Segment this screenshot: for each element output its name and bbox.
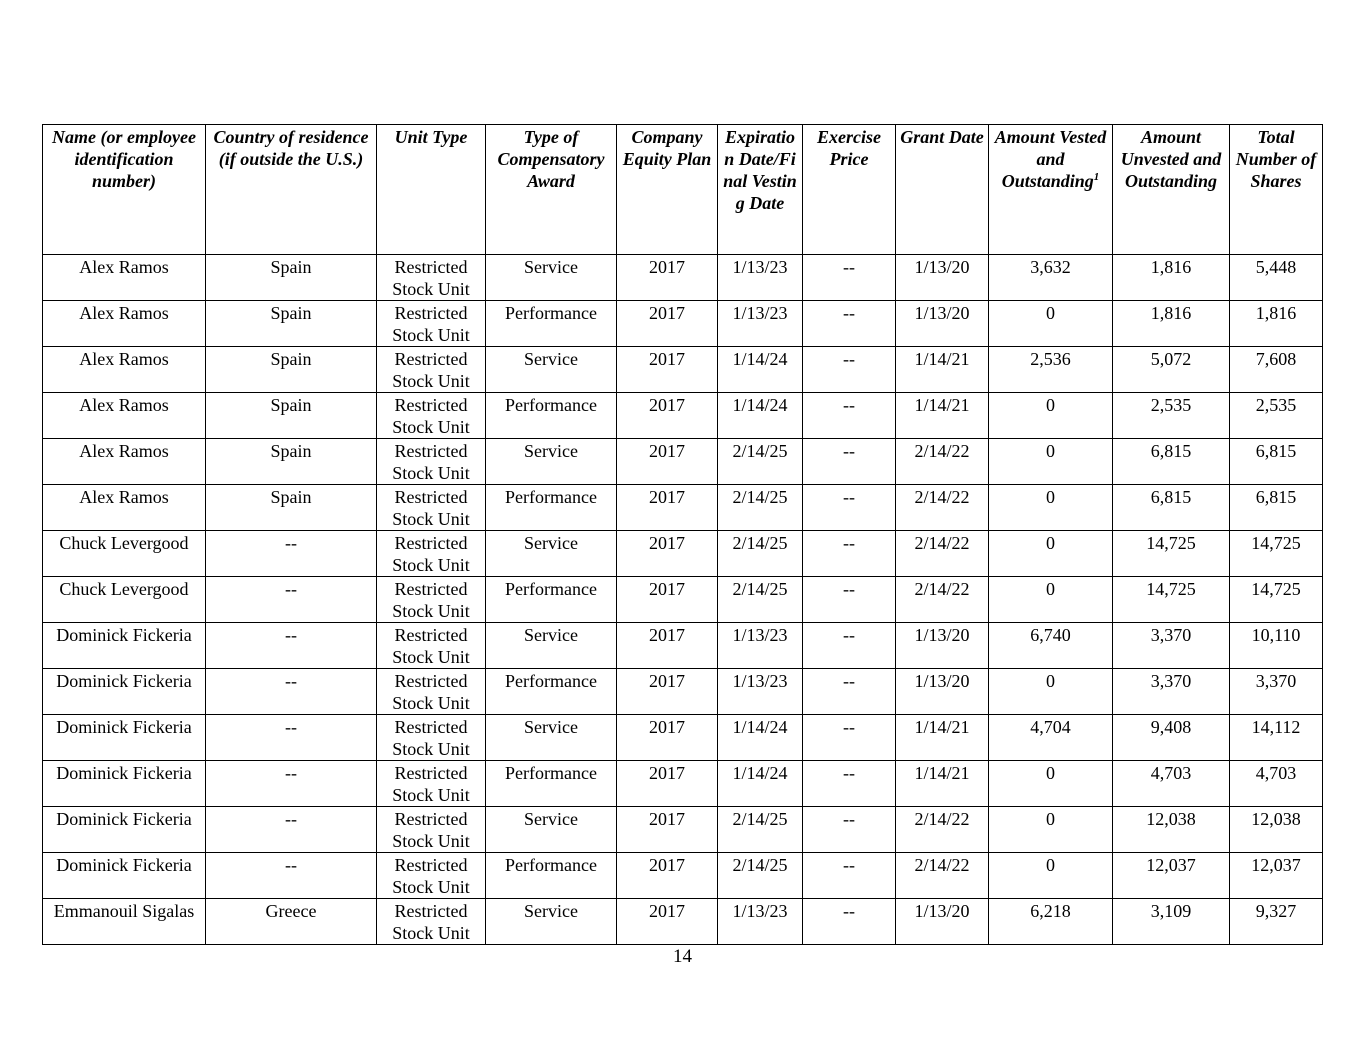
cell-country: -- (206, 577, 377, 623)
page-number: 14 (673, 946, 692, 967)
cell-exercise-price: -- (803, 301, 896, 347)
header-award-type: Type of Compensatory Award (486, 125, 617, 255)
cell-award-type: Service (486, 255, 617, 301)
cell-unit-type: Restricted Stock Unit (377, 347, 486, 393)
cell-award-type: Service (486, 531, 617, 577)
table-row (43, 899, 1323, 945)
cell-amount-unvested: 1,816 (1113, 255, 1230, 301)
cell-amount-unvested: 3,370 (1113, 669, 1230, 715)
cell-name: Dominick Fickeria (43, 807, 206, 853)
cell-country: -- (206, 669, 377, 715)
cell-expiration-date: 2/14/25 (718, 485, 803, 531)
cell-unit-type: Restricted Stock Unit (377, 485, 486, 531)
cell-name: Dominick Fickeria (43, 669, 206, 715)
cell-award-type: Performance (486, 393, 617, 439)
table-row (43, 531, 1323, 577)
header-unit-type: Unit Type (377, 125, 486, 255)
cell-unit-type: Restricted Stock Unit (377, 853, 486, 899)
table-row (43, 623, 1323, 669)
cell-total-shares: 6,815 (1230, 439, 1323, 485)
header-country: Country of residence (if outside the U.S.) (206, 125, 377, 255)
cell-unit-type: Restricted Stock Unit (377, 623, 486, 669)
cell-total-shares: 3,370 (1230, 669, 1323, 715)
cell-amount-vested: 0 (989, 807, 1113, 853)
cell-grant-date: 2/14/22 (896, 807, 989, 853)
cell-total-shares: 10,110 (1230, 623, 1323, 669)
cell-country: Spain (206, 485, 377, 531)
cell-equity-plan: 2017 (617, 577, 718, 623)
cell-expiration-date: 1/14/24 (718, 761, 803, 807)
cell-award-type: Performance (486, 301, 617, 347)
cell-grant-date: 1/14/21 (896, 347, 989, 393)
cell-unit-type: Restricted Stock Unit (377, 439, 486, 485)
cell-expiration-date: 2/14/25 (718, 531, 803, 577)
cell-amount-vested: 0 (989, 853, 1113, 899)
table-row (43, 577, 1323, 623)
table-row (43, 853, 1323, 899)
cell-exercise-price: -- (803, 485, 896, 531)
cell-exercise-price: -- (803, 715, 896, 761)
cell-exercise-price: -- (803, 393, 896, 439)
cell-amount-vested: 0 (989, 761, 1113, 807)
cell-name: Chuck Levergood (43, 531, 206, 577)
cell-grant-date: 1/13/20 (896, 669, 989, 715)
table-row (43, 347, 1323, 393)
cell-expiration-date: 1/14/24 (718, 393, 803, 439)
cell-equity-plan: 2017 (617, 761, 718, 807)
cell-total-shares: 12,038 (1230, 807, 1323, 853)
cell-name: Dominick Fickeria (43, 715, 206, 761)
cell-equity-plan: 2017 (617, 255, 718, 301)
cell-country: -- (206, 807, 377, 853)
table-row (43, 439, 1323, 485)
cell-exercise-price: -- (803, 531, 896, 577)
cell-exercise-price: -- (803, 439, 896, 485)
cell-total-shares: 4,703 (1230, 761, 1323, 807)
cell-exercise-price: -- (803, 899, 896, 945)
cell-grant-date: 1/13/20 (896, 623, 989, 669)
cell-amount-vested: 0 (989, 301, 1113, 347)
cell-country: -- (206, 623, 377, 669)
cell-name: Chuck Levergood (43, 577, 206, 623)
cell-unit-type: Restricted Stock Unit (377, 669, 486, 715)
cell-expiration-date: 1/13/23 (718, 255, 803, 301)
cell-unit-type: Restricted Stock Unit (377, 531, 486, 577)
cell-equity-plan: 2017 (617, 715, 718, 761)
cell-name: Dominick Fickeria (43, 623, 206, 669)
cell-expiration-date: 1/13/23 (718, 669, 803, 715)
cell-amount-unvested: 3,109 (1113, 899, 1230, 945)
cell-amount-vested: 6,218 (989, 899, 1113, 945)
cell-total-shares: 5,448 (1230, 255, 1323, 301)
cell-equity-plan: 2017 (617, 623, 718, 669)
header-name: Name (or employee identification number) (43, 125, 206, 255)
cell-amount-unvested: 3,370 (1113, 623, 1230, 669)
cell-grant-date: 1/14/21 (896, 715, 989, 761)
cell-name: Alex Ramos (43, 301, 206, 347)
table-row (43, 393, 1323, 439)
cell-award-type: Service (486, 623, 617, 669)
cell-country: -- (206, 853, 377, 899)
cell-grant-date: 2/14/22 (896, 853, 989, 899)
cell-unit-type: Restricted Stock Unit (377, 255, 486, 301)
table-row (43, 255, 1323, 301)
cell-grant-date: 2/14/22 (896, 439, 989, 485)
cell-equity-plan: 2017 (617, 393, 718, 439)
cell-exercise-price: -- (803, 577, 896, 623)
cell-equity-plan: 2017 (617, 807, 718, 853)
cell-amount-vested: 0 (989, 393, 1113, 439)
cell-unit-type: Restricted Stock Unit (377, 899, 486, 945)
cell-amount-unvested: 1,816 (1113, 301, 1230, 347)
table-row (43, 301, 1323, 347)
cell-equity-plan: 2017 (617, 347, 718, 393)
cell-total-shares: 14,112 (1230, 715, 1323, 761)
table-body (43, 255, 1323, 945)
cell-grant-date: 1/14/21 (896, 761, 989, 807)
header-grant-date: Grant Date (896, 125, 989, 255)
cell-total-shares: 1,816 (1230, 301, 1323, 347)
cell-amount-vested: 2,536 (989, 347, 1113, 393)
cell-amount-unvested: 2,535 (1113, 393, 1230, 439)
header-total-shares: Total Number of Shares (1230, 125, 1323, 255)
table-row (43, 807, 1323, 853)
cell-name: Alex Ramos (43, 485, 206, 531)
cell-name: Alex Ramos (43, 347, 206, 393)
cell-name: Alex Ramos (43, 255, 206, 301)
cell-award-type: Service (486, 347, 617, 393)
cell-grant-date: 2/14/22 (896, 577, 989, 623)
cell-unit-type: Restricted Stock Unit (377, 393, 486, 439)
cell-name: Alex Ramos (43, 393, 206, 439)
cell-total-shares: 2,535 (1230, 393, 1323, 439)
cell-grant-date: 2/14/22 (896, 485, 989, 531)
cell-amount-unvested: 9,408 (1113, 715, 1230, 761)
cell-grant-date: 1/13/20 (896, 301, 989, 347)
cell-country: Spain (206, 301, 377, 347)
cell-country: -- (206, 531, 377, 577)
table-row (43, 669, 1323, 715)
cell-exercise-price: -- (803, 761, 896, 807)
cell-name: Dominick Fickeria (43, 761, 206, 807)
cell-grant-date: 2/14/22 (896, 531, 989, 577)
table-row (43, 761, 1323, 807)
cell-award-type: Performance (486, 577, 617, 623)
cell-equity-plan: 2017 (617, 669, 718, 715)
cell-country: Spain (206, 255, 377, 301)
header-expiration-date: Expiration Date/Final Vesting Date (718, 125, 803, 255)
header-equity-plan: Company Equity Plan (617, 125, 718, 255)
cell-expiration-date: 1/13/23 (718, 899, 803, 945)
cell-award-type: Performance (486, 669, 617, 715)
cell-amount-unvested: 14,725 (1113, 577, 1230, 623)
cell-award-type: Service (486, 439, 617, 485)
cell-expiration-date: 2/14/25 (718, 807, 803, 853)
cell-exercise-price: -- (803, 669, 896, 715)
cell-amount-unvested: 12,037 (1113, 853, 1230, 899)
cell-grant-date: 1/14/21 (896, 393, 989, 439)
cell-exercise-price: -- (803, 623, 896, 669)
cell-expiration-date: 2/14/25 (718, 439, 803, 485)
cell-expiration-date: 1/13/23 (718, 301, 803, 347)
cell-award-type: Performance (486, 761, 617, 807)
cell-name: Emmanouil Sigalas (43, 899, 206, 945)
cell-country: Spain (206, 347, 377, 393)
cell-award-type: Service (486, 807, 617, 853)
cell-award-type: Performance (486, 853, 617, 899)
cell-exercise-price: -- (803, 255, 896, 301)
cell-exercise-price: -- (803, 807, 896, 853)
equity-awards-table (42, 124, 1323, 945)
cell-expiration-date: 1/14/24 (718, 715, 803, 761)
cell-expiration-date: 1/13/23 (718, 623, 803, 669)
cell-expiration-date: 2/14/25 (718, 577, 803, 623)
cell-amount-vested: 0 (989, 577, 1113, 623)
cell-equity-plan: 2017 (617, 853, 718, 899)
cell-equity-plan: 2017 (617, 439, 718, 485)
cell-country: -- (206, 761, 377, 807)
cell-amount-vested: 3,632 (989, 255, 1113, 301)
footnote-marker: 1 (1093, 171, 1100, 183)
cell-expiration-date: 2/14/25 (718, 853, 803, 899)
header-amount-unvested: Amount Unvested and Outstanding (1113, 125, 1230, 255)
cell-unit-type: Restricted Stock Unit (377, 761, 486, 807)
cell-amount-vested: 4,704 (989, 715, 1113, 761)
table-row (43, 715, 1323, 761)
cell-amount-unvested: 6,815 (1113, 439, 1230, 485)
cell-country: -- (206, 715, 377, 761)
cell-total-shares: 7,608 (1230, 347, 1323, 393)
cell-award-type: Service (486, 715, 617, 761)
cell-grant-date: 1/13/20 (896, 255, 989, 301)
cell-equity-plan: 2017 (617, 531, 718, 577)
cell-total-shares: 14,725 (1230, 531, 1323, 577)
cell-amount-vested: 0 (989, 485, 1113, 531)
cell-total-shares: 9,327 (1230, 899, 1323, 945)
table-row (43, 485, 1323, 531)
cell-grant-date: 1/13/20 (896, 899, 989, 945)
cell-equity-plan: 2017 (617, 485, 718, 531)
cell-name: Dominick Fickeria (43, 853, 206, 899)
cell-amount-unvested: 12,038 (1113, 807, 1230, 853)
cell-total-shares: 12,037 (1230, 853, 1323, 899)
cell-amount-unvested: 6,815 (1113, 485, 1230, 531)
cell-name: Alex Ramos (43, 439, 206, 485)
cell-country: Spain (206, 439, 377, 485)
cell-unit-type: Restricted Stock Unit (377, 577, 486, 623)
cell-amount-unvested: 14,725 (1113, 531, 1230, 577)
cell-expiration-date: 1/14/24 (718, 347, 803, 393)
cell-unit-type: Restricted Stock Unit (377, 715, 486, 761)
cell-amount-vested: 0 (989, 531, 1113, 577)
cell-award-type: Performance (486, 485, 617, 531)
cell-equity-plan: 2017 (617, 899, 718, 945)
cell-total-shares: 14,725 (1230, 577, 1323, 623)
cell-exercise-price: -- (803, 347, 896, 393)
cell-unit-type: Restricted Stock Unit (377, 807, 486, 853)
cell-amount-vested: 0 (989, 439, 1113, 485)
cell-amount-unvested: 4,703 (1113, 761, 1230, 807)
cell-amount-unvested: 5,072 (1113, 347, 1230, 393)
header-amount-vested: Amount Vested and Outstanding$^1$ (989, 125, 1113, 255)
cell-country: Greece (206, 899, 377, 945)
cell-total-shares: 6,815 (1230, 485, 1323, 531)
cell-amount-vested: 0 (989, 669, 1113, 715)
cell-unit-type: Restricted Stock Unit (377, 301, 486, 347)
cell-exercise-price: -- (803, 853, 896, 899)
cell-amount-vested: 6,740 (989, 623, 1113, 669)
cell-equity-plan: 2017 (617, 301, 718, 347)
cell-award-type: Service (486, 899, 617, 945)
table-header-row (43, 125, 1323, 255)
header-exercise-price: Exercise Price (803, 125, 896, 255)
cell-country: Spain (206, 393, 377, 439)
